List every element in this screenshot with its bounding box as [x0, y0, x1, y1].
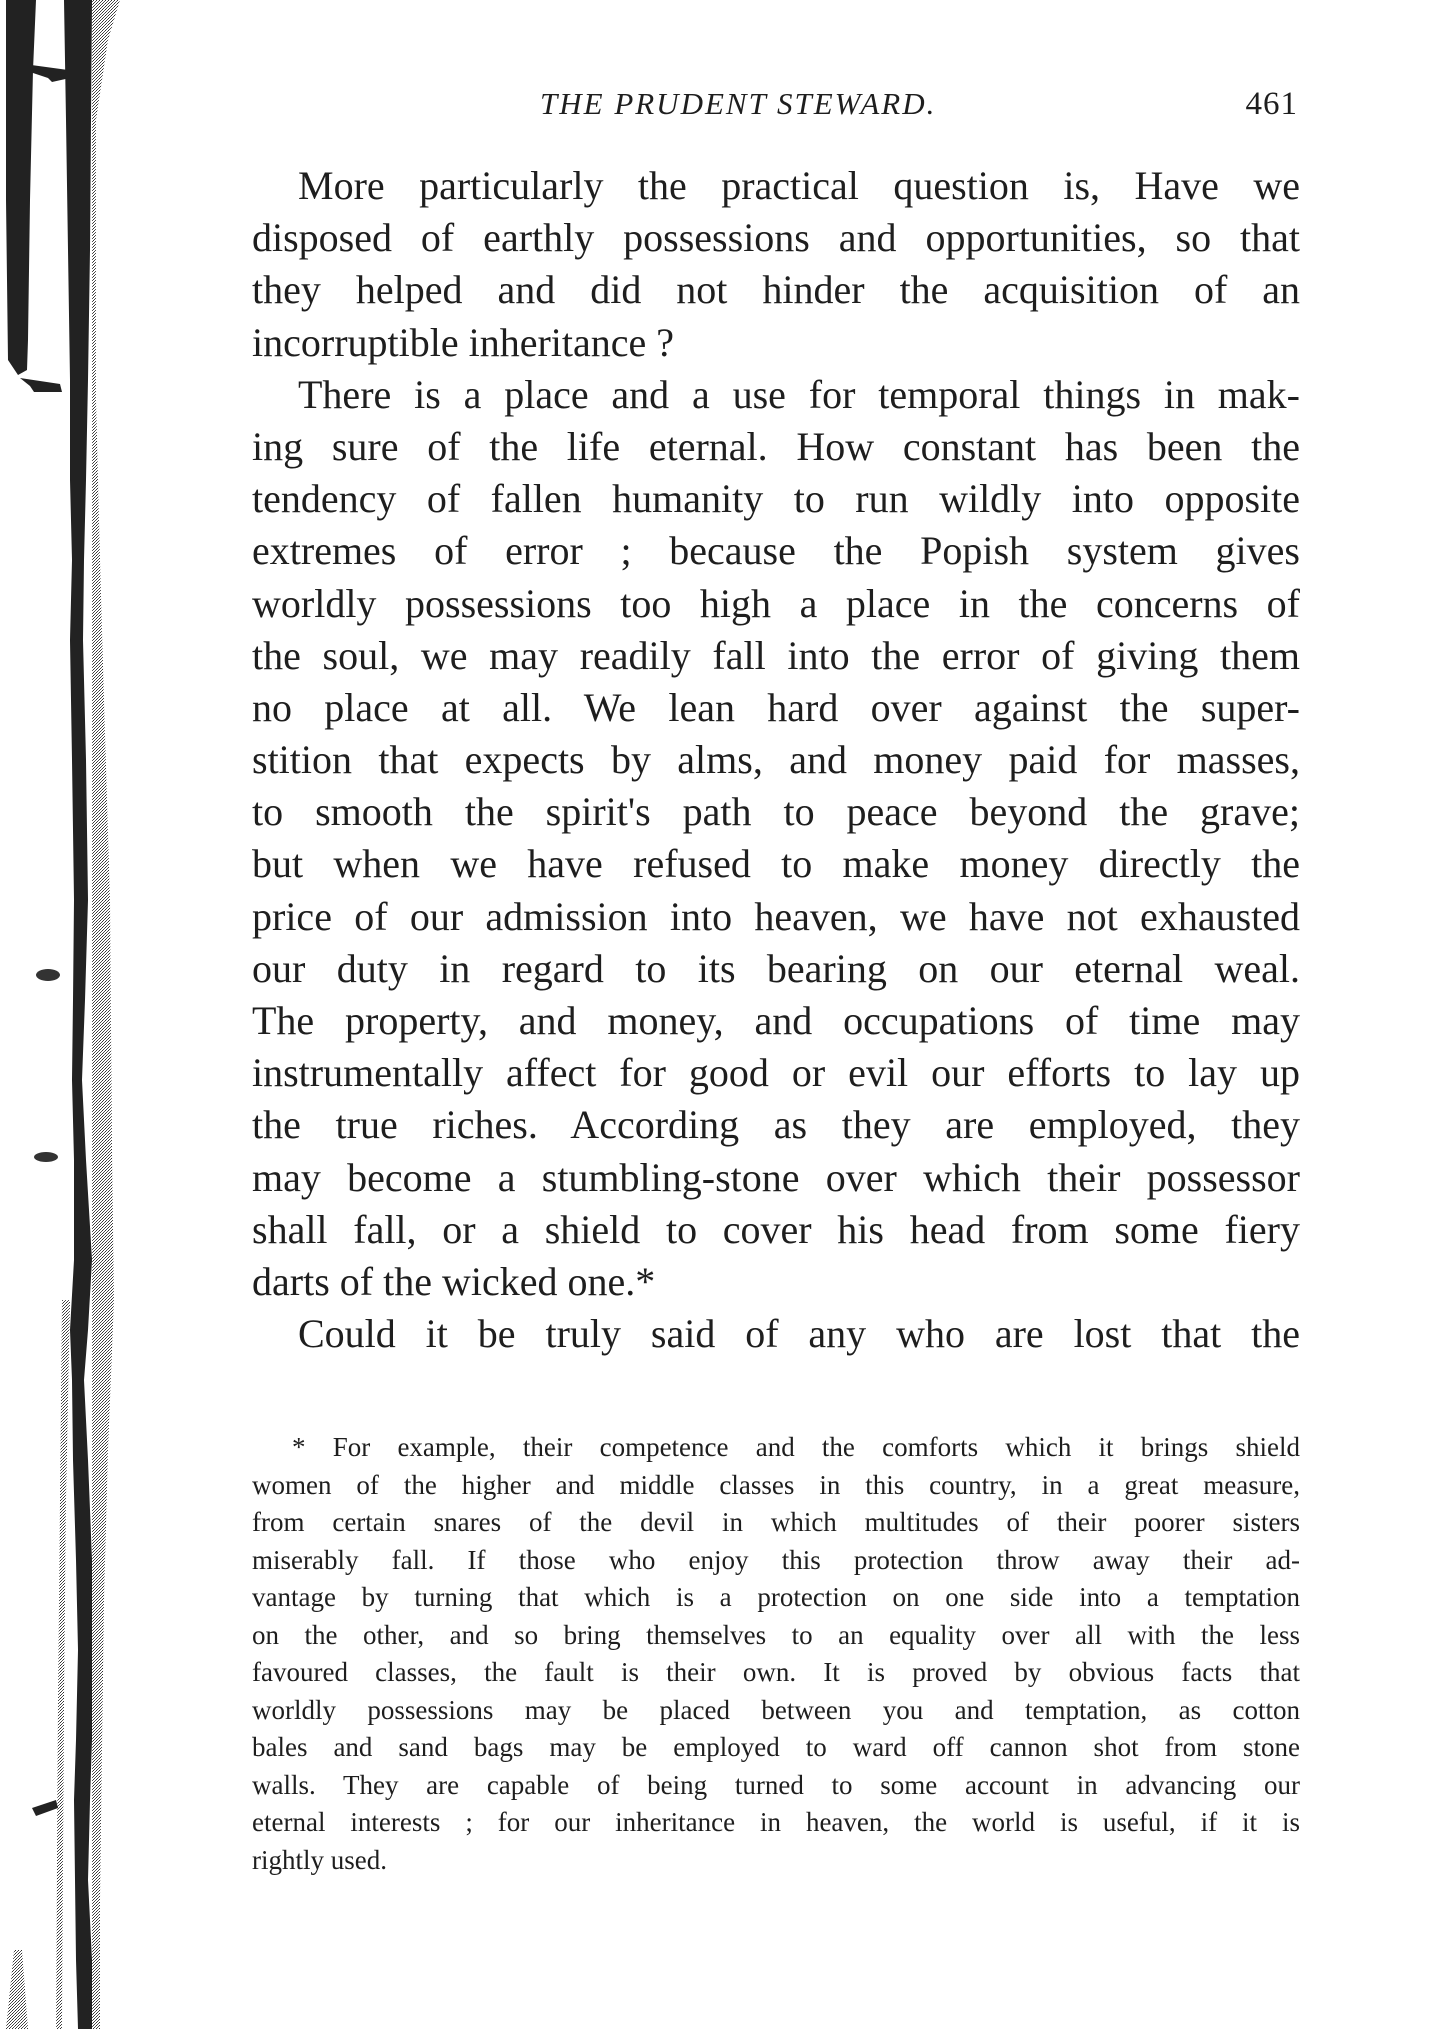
- text-line: disposed of earthly possessions and opportunities, so that: [252, 215, 1300, 261]
- footnote-line: vantage by turning that which is a protection on one side into a temptation: [252, 1582, 1300, 1612]
- text-line: More particularly the practical question is, Have we: [298, 163, 1300, 208]
- text-line: instrumentally affect for good or evil our efforts to lay up: [252, 1050, 1300, 1096]
- text-line: but when we have refused to make money directly the: [252, 841, 1300, 887]
- text-line: our duty in regard to its bearing on our eternal weal.: [252, 945, 1300, 991]
- text-line: worldly possessions too high a place in the concerns of: [252, 580, 1300, 626]
- footnote-line: from certain snares of the devil in which multitudes of their poorer sisters: [252, 1507, 1300, 1537]
- text-line: darts of the wicked one.*: [252, 1258, 656, 1304]
- footnote-line: * For example, their competence and the comforts which it brings shield: [292, 1432, 1300, 1462]
- footnote-line: rightly used.: [252, 1844, 387, 1875]
- text-line: incorruptible inheritance ?: [252, 319, 675, 365]
- text-line: to smooth the spirit's path to peace beyond the grave;: [252, 789, 1300, 835]
- page-number: 461: [1245, 86, 1298, 122]
- text-line: the true riches. According as they are employed, they: [252, 1102, 1300, 1148]
- book-binding-edge: [0, 0, 130, 2029]
- text-line: There is a place and a use for temporal things in mak-: [298, 371, 1300, 417]
- footnote: [252, 1429, 1300, 1879]
- footnote-line: favoured classes, the fault is their own. It is proved by obvious facts that: [252, 1657, 1300, 1687]
- text-line: The property, and money, and occupations of time may: [252, 998, 1300, 1043]
- text-line: tendency of fallen humanity to run wildly into opposite: [252, 476, 1300, 522]
- text-line: may become a stumbling-stone over which their possessor: [252, 1154, 1300, 1200]
- text-line: shall fall, or a shield to cover his head from some fiery: [252, 1206, 1300, 1252]
- text-line: the soul, we may readily fall into the error of giving them: [252, 632, 1300, 678]
- footnote-line: bales and sand bags may be employed to ward off cannon shot from stone: [252, 1732, 1300, 1762]
- footnote-line: on the other, and so bring themselves to an equality over all with the less: [252, 1619, 1300, 1650]
- text-line: stition that expects by alms, and money paid for masses,: [252, 737, 1300, 783]
- body-text: [252, 160, 1300, 1360]
- footnote-line: women of the higher and middle classes in this country, in a great measure,: [252, 1469, 1300, 1500]
- running-header: [252, 84, 1300, 124]
- text-line: ing sure of the life eternal. How constant has been the: [252, 423, 1300, 469]
- footnote-line: worldly possessions may be placed between you and temptation, as cotton: [252, 1694, 1300, 1725]
- footnote-line: walls. They are capable of being turned to some account in advancing our: [252, 1769, 1300, 1800]
- text-line: extremes of error ; because the Popish system gives: [252, 528, 1300, 574]
- text-line: Could it be truly said of any who are lost that the: [298, 1311, 1300, 1357]
- running-title: THE PRUDENT STEWARD.: [540, 86, 937, 121]
- footnote-line: eternal interests ; for our inheritance in heaven, the world is useful, if it is: [252, 1807, 1300, 1837]
- footnote-line: miserably fall. If those who enjoy this protection throw away their ad-: [252, 1544, 1300, 1575]
- text-line: no place at all. We lean hard over against the super-: [252, 684, 1300, 730]
- text-line: price of our admission into heaven, we have not exhausted: [252, 893, 1300, 939]
- text-line: they helped and did not hinder the acquisition of an: [252, 267, 1300, 313]
